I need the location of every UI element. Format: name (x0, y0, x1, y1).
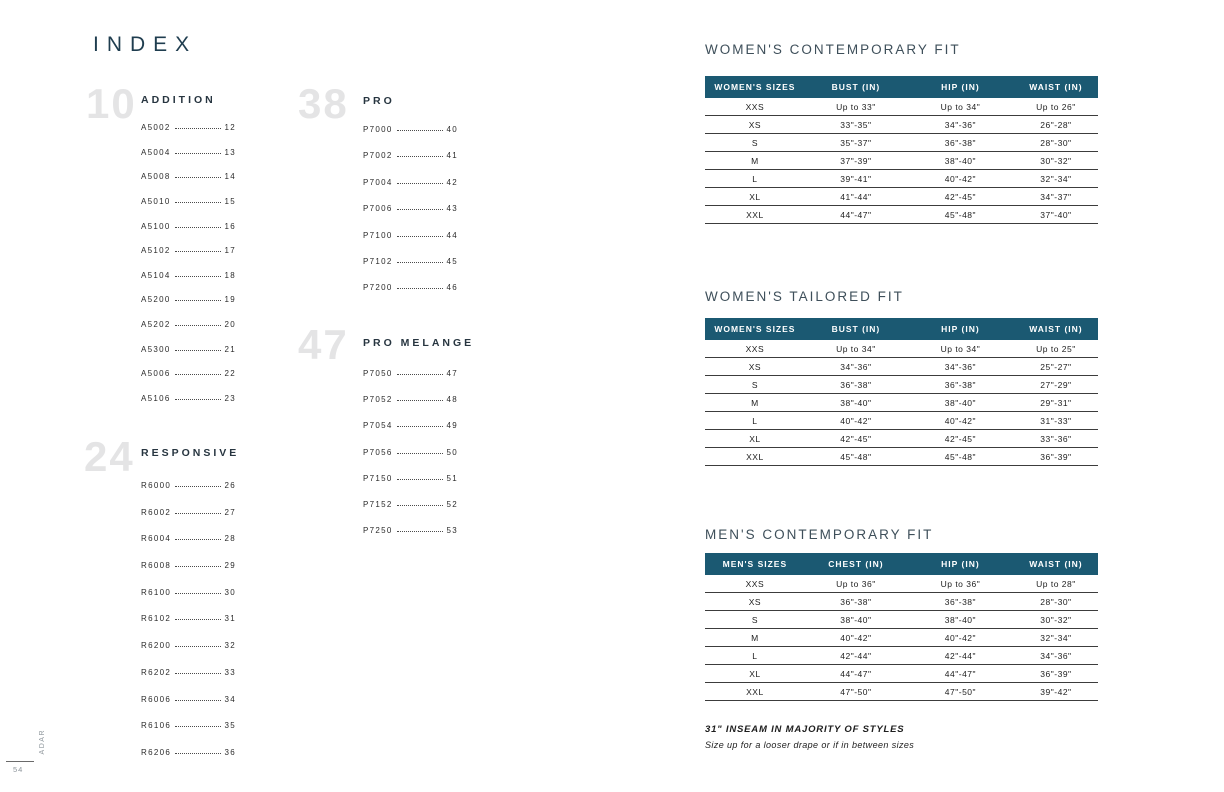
size-chart-womens-tailored (705, 289, 1098, 466)
dot-leader (175, 539, 220, 540)
size-cell: 45"-48" (907, 448, 1014, 466)
item-page-number: 22 (224, 369, 236, 379)
size-cell: L (705, 647, 805, 665)
dot-leader (175, 128, 221, 129)
size-cell: 33"-36" (1014, 430, 1098, 448)
dot-leader (175, 513, 220, 514)
size-cell: XS (705, 593, 805, 611)
item-page-number: 21 (224, 344, 236, 354)
size-cell: Up to 34" (907, 98, 1014, 116)
size-row (705, 116, 1098, 134)
brand-vertical-label: ADAR (39, 729, 46, 755)
dot-leader (175, 646, 220, 647)
item-style-code: A5300 (141, 344, 171, 354)
size-cell: 36"-39" (1014, 665, 1098, 683)
item-page-number: 46 (446, 283, 458, 293)
index-item (141, 721, 236, 748)
size-cell: S (705, 611, 805, 629)
index-item (141, 695, 236, 722)
size-cell: 38"-40" (907, 152, 1014, 170)
size-row (705, 152, 1098, 170)
dot-leader (175, 593, 220, 594)
item-page-number: 44 (446, 230, 458, 240)
dot-leader (397, 505, 443, 506)
size-cell: XL (705, 188, 805, 206)
index-item (141, 172, 236, 197)
size-cell: 44"-47" (907, 665, 1014, 683)
dot-leader (175, 374, 221, 375)
size-cell: 39"-41" (805, 170, 907, 188)
item-page-number: 47 (446, 369, 458, 378)
size-cell: Up to 34" (907, 340, 1014, 358)
size-cell: S (705, 376, 805, 394)
size-row (705, 629, 1098, 647)
item-page-number: 53 (446, 526, 458, 536)
index-item (141, 641, 236, 668)
item-page-number: 34 (224, 694, 236, 704)
size-cell: 47"-50" (805, 683, 907, 701)
section-title-pro: PRO (363, 95, 395, 107)
item-page-number: 43 (446, 204, 458, 214)
size-row (705, 430, 1098, 448)
index-item (141, 561, 236, 588)
item-style-code: A5006 (141, 369, 171, 379)
size-table (705, 553, 1098, 701)
index-item (141, 222, 236, 247)
size-cell: 34"-36" (805, 358, 907, 376)
item-style-code: R6002 (141, 507, 172, 517)
dot-leader (175, 350, 221, 351)
size-cell: 42"-44" (805, 647, 907, 665)
item-page-number: 28 (224, 534, 236, 544)
item-style-code: P7050 (363, 369, 393, 378)
size-cell: 36"-38" (805, 376, 907, 394)
item-page-number: 14 (224, 172, 236, 182)
dot-leader (397, 374, 443, 375)
size-cell: 25"-27" (1014, 358, 1098, 376)
column-header: WOMEN'S SIZES (705, 318, 805, 340)
size-cell: 34"-36" (1014, 647, 1098, 665)
item-style-code: A5104 (141, 270, 171, 280)
size-cell: 37"-40" (1014, 206, 1098, 224)
dot-leader (397, 453, 443, 454)
index-item (363, 231, 458, 257)
column-header: WAIST (IN) (1014, 553, 1098, 575)
size-cell: Up to 34" (805, 340, 907, 358)
size-cell: 38"-40" (805, 611, 907, 629)
size-row (705, 98, 1098, 116)
index-item (141, 320, 236, 345)
size-cell: 34"-36" (907, 358, 1014, 376)
size-cell: 30"-32" (1014, 611, 1098, 629)
index-item (141, 614, 236, 641)
size-cell: XXS (705, 575, 805, 593)
item-page-number: 16 (224, 221, 236, 231)
table-header-row (705, 76, 1098, 98)
item-page-number: 31 (224, 614, 236, 624)
size-cell: XXS (705, 340, 805, 358)
size-cell: XL (705, 430, 805, 448)
item-page-number: 36 (224, 747, 236, 757)
section-title-addition: ADDITION (141, 94, 216, 106)
size-cell: 38"-40" (805, 394, 907, 412)
section-title-pro-melange: PRO MELANGE (363, 337, 475, 349)
size-cell: 27"-29" (1014, 376, 1098, 394)
item-page-number: 29 (224, 561, 236, 571)
item-page-number: 12 (224, 123, 236, 132)
size-cell: XL (705, 665, 805, 683)
size-cell: 44"-47" (805, 206, 907, 224)
size-cell: 40"-42" (907, 629, 1014, 647)
item-page-number: 52 (446, 499, 458, 509)
dot-leader (175, 753, 220, 754)
item-style-code: R6206 (141, 747, 172, 757)
item-style-code: A5202 (141, 320, 171, 330)
size-cell: 30"-32" (1014, 152, 1098, 170)
index-item (363, 204, 458, 230)
item-style-code: P7000 (363, 125, 393, 134)
dot-leader (175, 619, 220, 620)
index-item (141, 394, 236, 419)
size-cell: M (705, 152, 805, 170)
size-cell: 44"-47" (805, 665, 907, 683)
size-cell: 36"-38" (907, 376, 1014, 394)
item-style-code: R6000 (141, 481, 172, 490)
item-page-number: 41 (446, 151, 458, 161)
dot-leader (397, 400, 443, 401)
dot-leader (175, 566, 220, 567)
item-page-number: 35 (224, 721, 236, 731)
item-style-code: A5002 (141, 123, 171, 132)
item-page-number: 50 (446, 447, 458, 457)
size-cell: 26"-28" (1014, 116, 1098, 134)
index-item (363, 474, 458, 500)
size-row (705, 665, 1098, 683)
item-style-code: P7150 (363, 473, 393, 483)
item-style-code: R6106 (141, 721, 172, 731)
item-page-number: 23 (224, 394, 236, 404)
item-style-code: R6102 (141, 614, 172, 624)
item-page-number: 48 (446, 395, 458, 405)
section-page-number-ghost: 10 (86, 80, 137, 127)
size-chart-mens-contemporary (705, 527, 1098, 701)
index-item (141, 246, 236, 271)
item-style-code: P7102 (363, 256, 393, 266)
dot-leader (397, 479, 443, 480)
section-page-number-ghost: 38 (298, 80, 349, 127)
index-page-title: INDEX (93, 33, 198, 56)
item-style-code: A5010 (141, 196, 171, 206)
item-style-code: A5008 (141, 172, 171, 182)
size-cell: 42"-45" (907, 430, 1014, 448)
table-title: WOMEN'S TAILORED FIT (705, 289, 904, 304)
size-cell: 40"-42" (805, 629, 907, 647)
size-row (705, 448, 1098, 466)
size-cell: M (705, 394, 805, 412)
item-page-number: 18 (224, 270, 236, 280)
size-cell: 42"-44" (907, 647, 1014, 665)
index-item (363, 448, 458, 474)
dot-leader (175, 276, 221, 277)
dot-leader (397, 183, 443, 184)
size-cell: Up to 26" (1014, 98, 1098, 116)
item-style-code: A5102 (141, 246, 171, 256)
size-table (705, 76, 1098, 224)
size-cell: XXL (705, 206, 805, 224)
item-page-number: 26 (224, 481, 236, 490)
dot-leader (175, 251, 221, 252)
size-row (705, 170, 1098, 188)
section-page-number-ghost: 47 (298, 321, 349, 368)
size-cell: Up to 25" (1014, 340, 1098, 358)
column-header: CHEST (IN) (805, 553, 907, 575)
page-marker-divider (6, 761, 34, 762)
size-cell: XXL (705, 683, 805, 701)
dot-leader (397, 209, 443, 210)
size-cell: XXL (705, 448, 805, 466)
dot-leader (175, 673, 220, 674)
dot-leader (397, 130, 443, 131)
item-style-code: R6004 (141, 534, 172, 544)
size-cell: Up to 33" (805, 98, 907, 116)
item-page-number: 49 (446, 421, 458, 431)
size-cell: 33"-35" (805, 116, 907, 134)
dot-leader (175, 399, 221, 400)
index-item (141, 123, 236, 148)
size-cell: 29"-31" (1014, 394, 1098, 412)
dot-leader (397, 262, 443, 263)
size-row (705, 376, 1098, 394)
size-cell: 42"-45" (805, 430, 907, 448)
dot-leader (175, 700, 220, 701)
size-cell: 32"-34" (1014, 170, 1098, 188)
section-page-number-ghost: 24 (84, 433, 135, 480)
index-item (141, 369, 236, 394)
dot-leader (397, 288, 443, 289)
dot-leader (397, 426, 443, 427)
item-style-code: P7056 (363, 447, 393, 457)
item-page-number: 51 (446, 473, 458, 483)
size-cell: 42"-45" (907, 188, 1014, 206)
index-item (141, 748, 236, 775)
size-cell: Up to 36" (805, 575, 907, 593)
table-title: WOMEN'S CONTEMPORARY FIT (705, 42, 961, 57)
item-page-number: 30 (224, 587, 236, 597)
size-cell: 45"-48" (907, 206, 1014, 224)
size-row (705, 206, 1098, 224)
index-item-list (141, 123, 236, 419)
size-cell: XS (705, 116, 805, 134)
item-page-number: 40 (446, 125, 458, 134)
size-cell: 47"-50" (907, 683, 1014, 701)
footnote-sizing-advice: Size up for a looser drape or if in between sizes (705, 740, 915, 750)
table-title: MEN'S CONTEMPORARY FIT (705, 527, 934, 542)
index-item (141, 345, 236, 370)
size-cell: 41"-44" (805, 188, 907, 206)
item-page-number: 13 (224, 147, 236, 157)
size-cell: XXS (705, 98, 805, 116)
size-row (705, 683, 1098, 701)
size-cell: 36"-38" (907, 593, 1014, 611)
index-item-list (141, 481, 236, 775)
size-cell: 36"-38" (907, 134, 1014, 152)
size-cell: XS (705, 358, 805, 376)
size-cell: 37"-39" (805, 152, 907, 170)
item-style-code: P7100 (363, 230, 393, 240)
index-item (363, 395, 458, 421)
index-item (363, 125, 458, 151)
index-item (141, 668, 236, 695)
item-style-code: A5200 (141, 295, 171, 305)
index-item (363, 151, 458, 177)
page-number: 54 (13, 765, 24, 774)
size-cell: Up to 36" (907, 575, 1014, 593)
index-item (363, 178, 458, 204)
item-style-code: P7200 (363, 283, 393, 293)
size-cell: 34"-37" (1014, 188, 1098, 206)
dot-leader (175, 486, 220, 487)
item-style-code: P7054 (363, 421, 393, 431)
item-style-code: R6200 (141, 641, 172, 651)
size-cell: 35"-37" (805, 134, 907, 152)
size-cell: 28"-30" (1014, 134, 1098, 152)
size-cell: 45"-48" (805, 448, 907, 466)
size-row (705, 647, 1098, 665)
item-style-code: R6008 (141, 561, 172, 571)
item-page-number: 15 (224, 196, 236, 206)
index-item (141, 481, 236, 508)
item-style-code: P7006 (363, 204, 393, 214)
size-cell: M (705, 629, 805, 647)
index-item (141, 508, 236, 535)
size-cell: Up to 28" (1014, 575, 1098, 593)
item-style-code: P7152 (363, 499, 393, 509)
size-table (705, 318, 1098, 466)
item-page-number: 27 (224, 507, 236, 517)
column-header: BUST (IN) (805, 318, 907, 340)
item-style-code: R6202 (141, 667, 172, 677)
size-cell: 31"-33" (1014, 412, 1098, 430)
index-item (141, 534, 236, 561)
size-row (705, 593, 1098, 611)
index-item (141, 148, 236, 173)
item-page-number: 19 (224, 295, 236, 305)
footnote-inseam: 31" INSEAM IN MAJORITY OF STYLES (705, 724, 905, 735)
dot-leader (175, 177, 221, 178)
item-page-number: 17 (224, 246, 236, 256)
size-cell: 32"-34" (1014, 629, 1098, 647)
size-row (705, 394, 1098, 412)
size-row (705, 340, 1098, 358)
section-title-responsive: RESPONSIVE (141, 447, 240, 459)
column-header: BUST (IN) (805, 76, 907, 98)
index-item (363, 257, 458, 283)
dot-leader (175, 153, 221, 154)
column-header: MEN'S SIZES (705, 553, 805, 575)
size-cell: L (705, 412, 805, 430)
item-style-code: A5106 (141, 394, 171, 404)
size-chart-womens-contemporary (705, 42, 1098, 224)
column-header: HIP (IN) (907, 318, 1014, 340)
dot-leader (175, 325, 221, 326)
index-item (363, 369, 458, 395)
size-cell: 36"-39" (1014, 448, 1098, 466)
item-style-code: A5100 (141, 221, 171, 231)
item-style-code: R6100 (141, 587, 172, 597)
column-header: HIP (IN) (907, 553, 1014, 575)
size-cell: 40"-42" (907, 412, 1014, 430)
index-item (141, 588, 236, 615)
index-item (141, 271, 236, 296)
item-page-number: 33 (224, 667, 236, 677)
size-cell: 39"-42" (1014, 683, 1098, 701)
dot-leader (397, 156, 443, 157)
item-style-code: P7250 (363, 526, 393, 536)
size-cell: 34"-36" (907, 116, 1014, 134)
size-cell: 38"-40" (907, 611, 1014, 629)
index-item (363, 283, 458, 309)
column-header: WAIST (IN) (1014, 318, 1098, 340)
index-item-list (363, 369, 458, 552)
item-style-code: P7052 (363, 395, 393, 405)
index-item (363, 500, 458, 526)
size-cell: 40"-42" (805, 412, 907, 430)
dot-leader (175, 726, 220, 727)
table-header-row (705, 318, 1098, 340)
size-row (705, 188, 1098, 206)
size-row (705, 575, 1098, 593)
size-cell: 40"-42" (907, 170, 1014, 188)
item-style-code: P7004 (363, 177, 393, 187)
item-page-number: 32 (224, 641, 236, 651)
index-item (363, 421, 458, 447)
size-row (705, 134, 1098, 152)
size-cell: 28"-30" (1014, 593, 1098, 611)
column-header: WAIST (IN) (1014, 76, 1098, 98)
dot-leader (175, 300, 221, 301)
item-style-code: A5004 (141, 147, 171, 157)
item-style-code: P7002 (363, 151, 393, 161)
column-header: HIP (IN) (907, 76, 1014, 98)
table-header-row (705, 553, 1098, 575)
index-item (363, 526, 458, 552)
dot-leader (175, 227, 221, 228)
item-page-number: 20 (224, 320, 236, 330)
size-row (705, 611, 1098, 629)
item-page-number: 45 (446, 256, 458, 266)
dot-leader (397, 236, 443, 237)
index-item-list (363, 125, 458, 310)
size-row (705, 412, 1098, 430)
index-item (141, 295, 236, 320)
column-header: WOMEN'S SIZES (705, 76, 805, 98)
size-cell: 36"-38" (805, 593, 907, 611)
size-row (705, 358, 1098, 376)
dot-leader (397, 531, 443, 532)
size-cell: S (705, 134, 805, 152)
size-cell: L (705, 170, 805, 188)
item-style-code: R6006 (141, 694, 172, 704)
index-item (141, 197, 236, 222)
dot-leader (175, 202, 221, 203)
item-page-number: 42 (446, 177, 458, 187)
size-cell: 38"-40" (907, 394, 1014, 412)
